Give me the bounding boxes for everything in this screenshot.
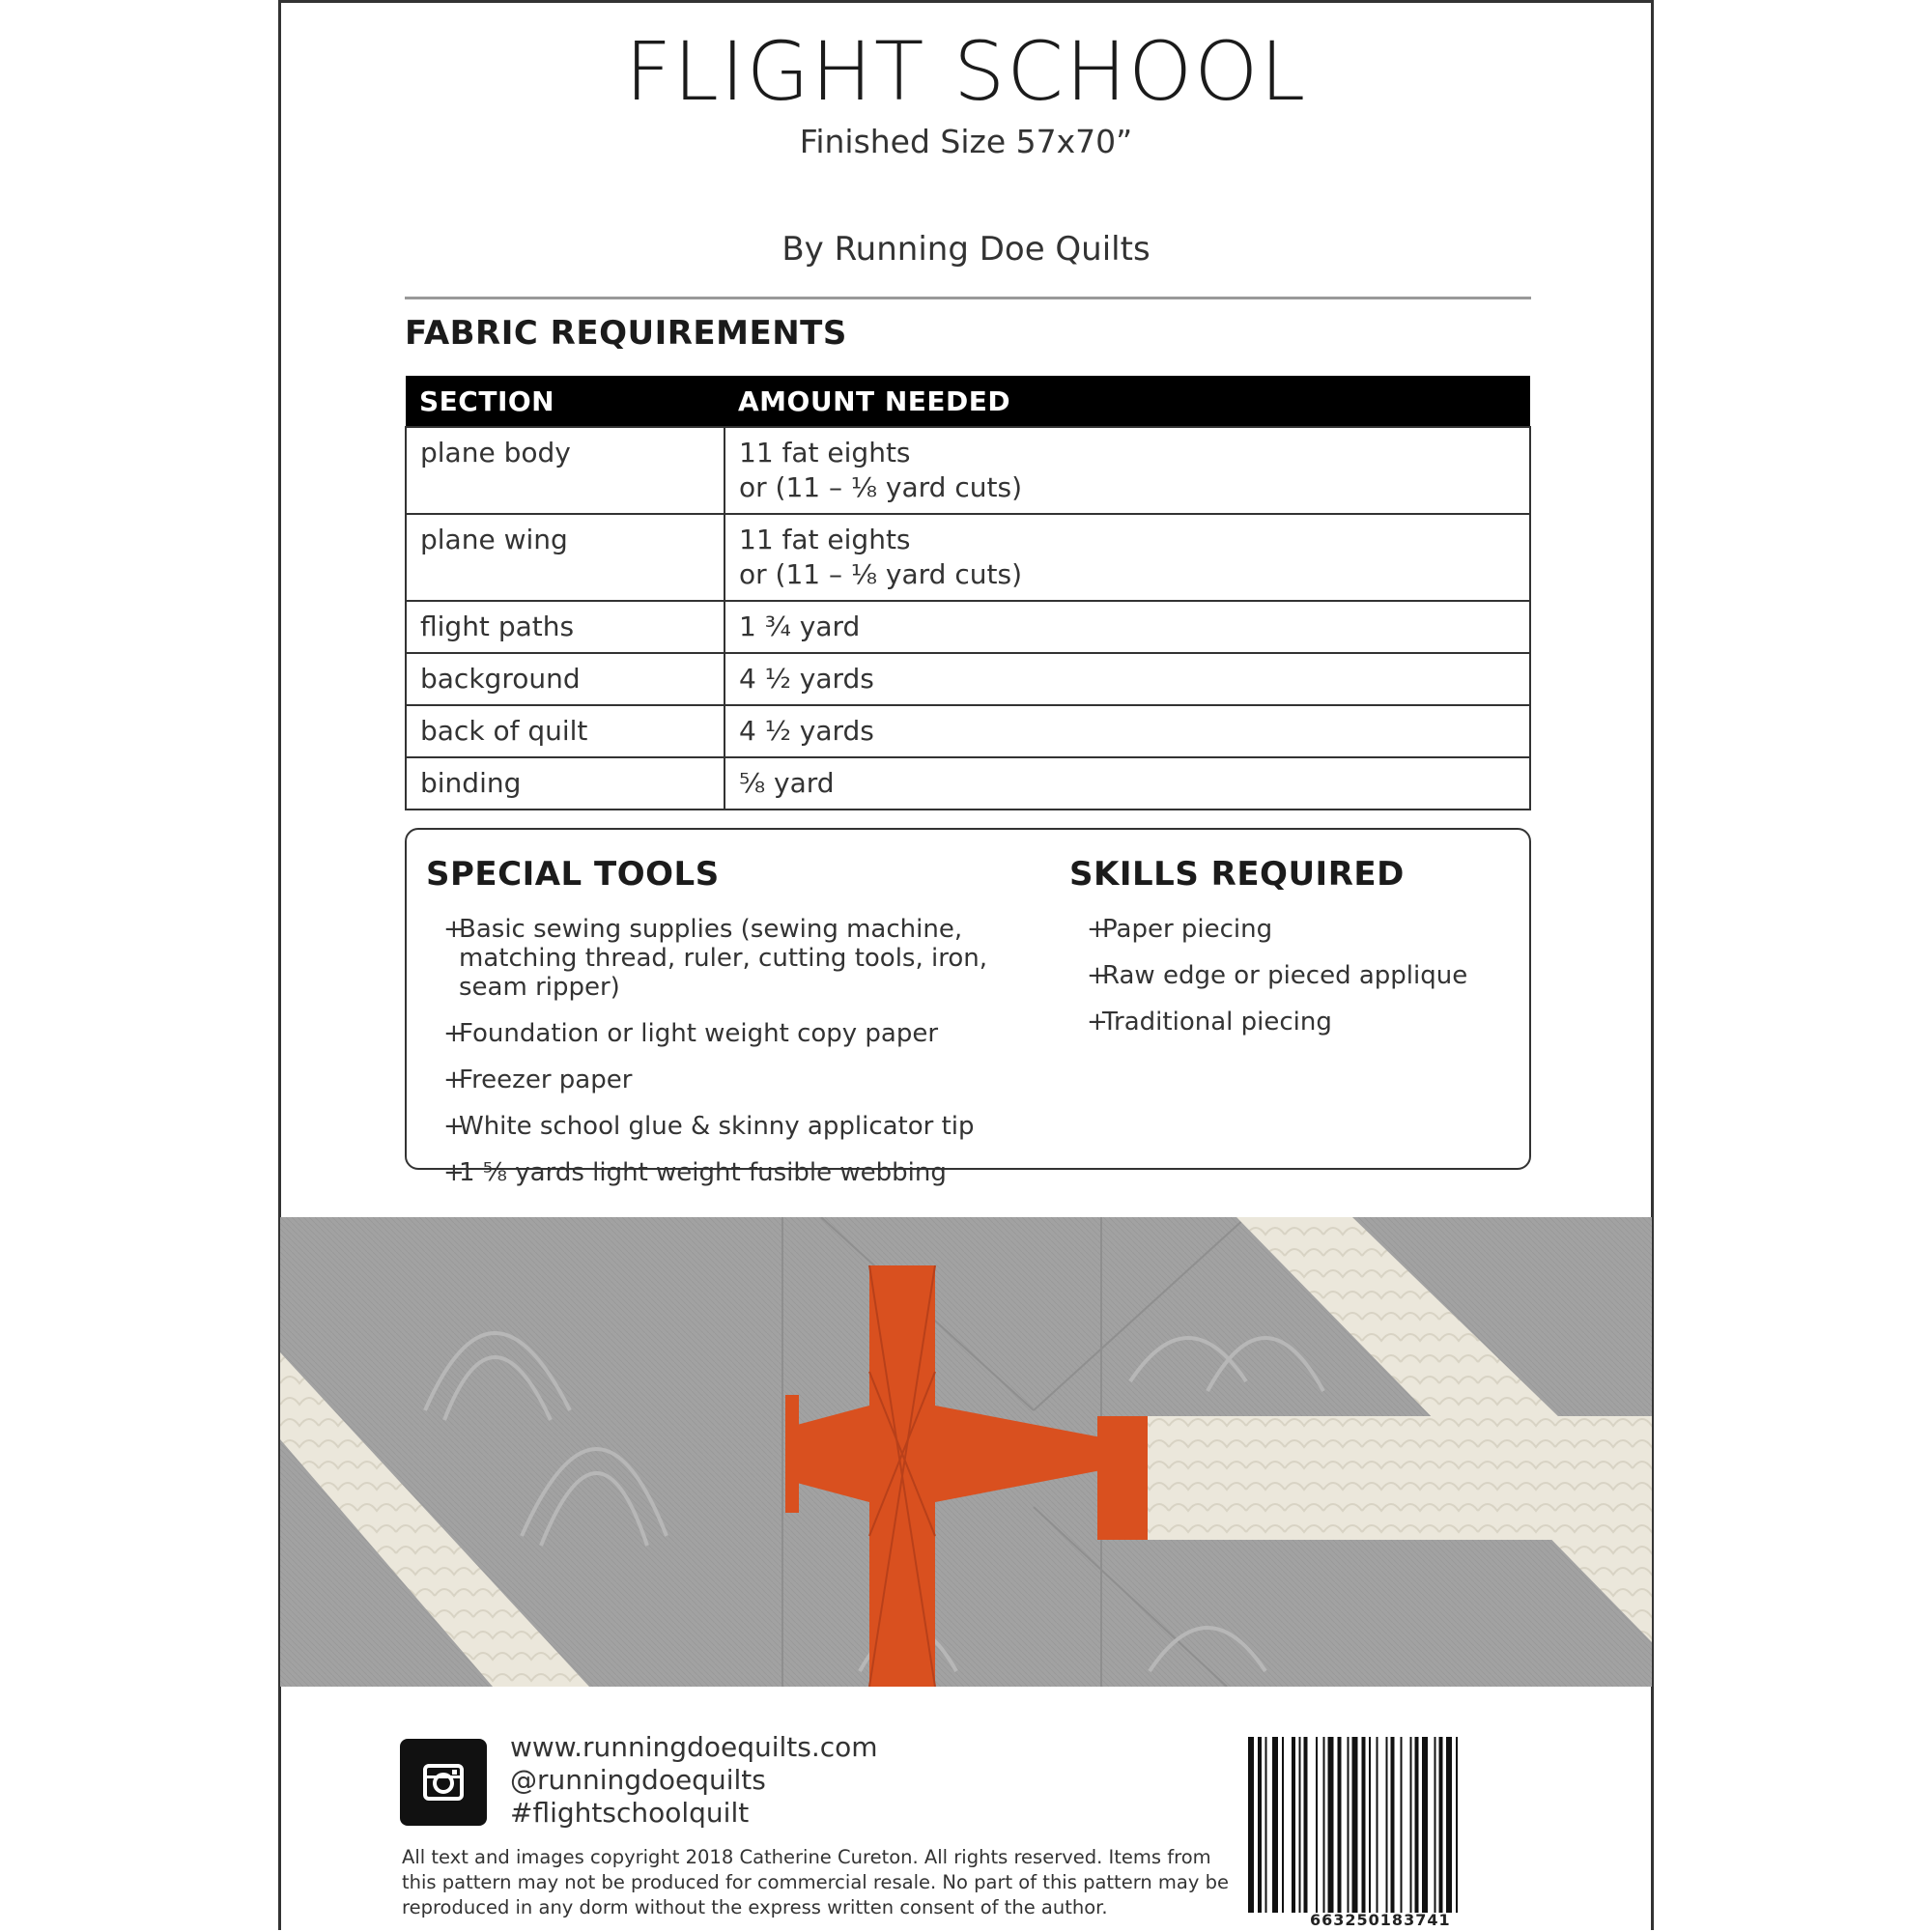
section-cell: binding bbox=[406, 757, 724, 810]
section-cell: plane body bbox=[406, 427, 724, 514]
list-item: + Foundation or light weight copy paper bbox=[443, 1019, 939, 1048]
amount-cell: 1 ¾ yard bbox=[724, 601, 1530, 653]
list-item: + Freezer paper bbox=[443, 1065, 633, 1094]
section-cell: back of quilt bbox=[406, 705, 724, 757]
barcode bbox=[1248, 1737, 1519, 1913]
section-cell: plane wing bbox=[406, 514, 724, 601]
list-item: + Raw edge or pieced applique bbox=[1087, 961, 1468, 990]
copyright-notice: All text and images copyright 2018 Catherine Cureton. All rights reserved. Items from this pattern may not be produced for commercial resale. No part of this pattern may be reproduced in any dorm without the express written consent of the author. bbox=[402, 1846, 1229, 1918]
table-row bbox=[406, 427, 1530, 514]
website-link[interactable]: www.runningdoequilts.com bbox=[510, 1731, 878, 1763]
column-header-amount: AMOUNT NEEDED bbox=[724, 376, 1530, 427]
amount-cell bbox=[724, 427, 1530, 514]
amount-line: or (11 – ⅛ yard cuts) bbox=[739, 471, 1022, 503]
fabric-table bbox=[405, 376, 1531, 810]
quilt-illustration bbox=[280, 1217, 1652, 1687]
author-byline: By Running Doe Quilts bbox=[781, 230, 1151, 269]
barcode-number: 663250183741 bbox=[1310, 1911, 1451, 1929]
list-item: + Traditional piecing bbox=[1087, 1008, 1332, 1037]
tools-list bbox=[443, 915, 1023, 1205]
skills-heading: SKILLS REQUIRED bbox=[1069, 855, 1405, 894]
column-header-section: SECTION bbox=[406, 376, 724, 427]
amount-cell bbox=[724, 514, 1530, 601]
section-cell: flight paths bbox=[406, 601, 724, 653]
list-item: + Paper piecing bbox=[1087, 915, 1273, 944]
instagram-icon[interactable] bbox=[400, 1739, 487, 1826]
table-row bbox=[406, 514, 1530, 601]
page-title: FLIGHT SCHOOL bbox=[624, 24, 1308, 119]
tools-skills-box bbox=[405, 828, 1531, 1187]
table-row bbox=[406, 601, 1530, 653]
table-row bbox=[406, 653, 1530, 705]
amount-cell: 4 ½ yards bbox=[724, 653, 1530, 705]
amount-line: 11 fat eights bbox=[739, 524, 911, 555]
amount-line: or (11 – ⅛ yard cuts) bbox=[739, 558, 1022, 590]
list-item: + White school glue & skinny applicator tip bbox=[443, 1112, 975, 1141]
list-item: + 1 ⅝ yards light weight fusible webbing bbox=[443, 1158, 947, 1187]
finished-size: Finished Size 57x70” bbox=[799, 123, 1133, 160]
table-row bbox=[406, 705, 1530, 757]
table-row bbox=[406, 757, 1530, 810]
quilt-photo bbox=[280, 1217, 1652, 1687]
section-cell: background bbox=[406, 653, 724, 705]
divider bbox=[405, 297, 1531, 299]
fabric-heading: FABRIC REQUIREMENTS bbox=[405, 314, 847, 353]
amount-cell: ⅝ yard bbox=[724, 757, 1530, 810]
contact-info bbox=[510, 1731, 878, 1830]
amount-line: 11 fat eights bbox=[739, 437, 911, 469]
tools-heading: SPECIAL TOOLS bbox=[426, 855, 720, 894]
hashtag: #flightschoolquilt bbox=[510, 1797, 750, 1829]
list-item: + Basic sewing supplies (sewing machine, matching thread, ruler, cutting tools, iron, seam ripper) bbox=[443, 915, 987, 1002]
instagram-handle[interactable]: @runningdoequilts bbox=[510, 1764, 766, 1796]
skills-list bbox=[1087, 915, 1512, 1054]
amount-cell: 4 ½ yards bbox=[724, 705, 1530, 757]
